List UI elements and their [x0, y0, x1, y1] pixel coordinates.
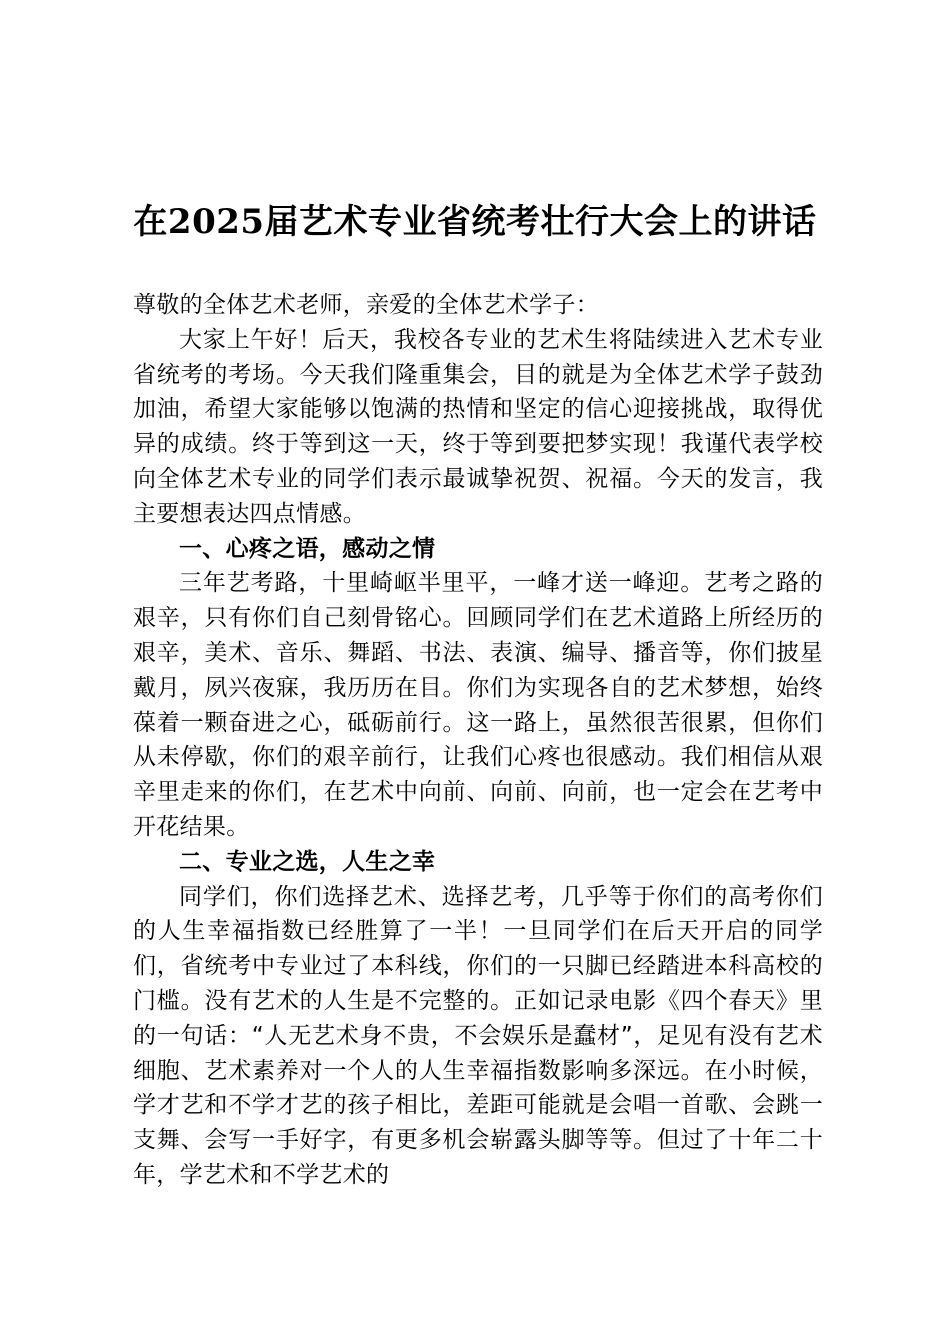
section-heading-2: 二、专业之选，人生之幸	[179, 848, 436, 875]
salutation: 尊敬的全体艺术老师，亲爱的全体艺术学子：	[133, 292, 599, 318]
paragraph-opening: 大家上午好！后天，我校各专业的艺术生将陆续进入艺术专业省统考的考场。今天我们隆重集会，目的就是为全体艺术学子鼓劲加油，希望大家能够以饱满的热情和坚定的信心迎接挑战，取得优异的成绩。终于等到这一天，终于等到要把梦实现！我谨代表学校向全体艺术专业的同学们表示最诚挚祝贺、祝福。今天的发言，我主要想表达四点情感。	[133, 326, 823, 527]
paragraph-section-2: 同学们，你们选择艺术、选择艺考，几乎等于你们的高考你们的人生幸福指数已经胜算了一半！一旦同学们在后天开启的同学们，省统考中专业过了本科线，你们的一只脚已经踏进本科高校的门槛。没有艺术的人生是不完整的。正如记录电影《四个春天》里的一句话：“人无艺术身不贵，不会娱乐是蠢材”，足见有没有艺术细胞、艺术素养对一个人的人生幸福指数影响多深远。在小时候，学才艺和不学才艺的孩子相比，差距可能就是会唱一首歌、会跳一支舞、会写一手好字，有更多机会崭露头脚等等。但过了十年二十年，学艺术和不学艺术的	[133, 883, 823, 1188]
paragraph-section-1: 三年艺考路，十里崎岖半里平，一峰才送一峰迎。艺考之路的艰辛，只有你们自己刻骨铭心。回顾同学们在艺术道路上所经历的艰辛，美术、音乐、舞蹈、书法、表演、编导、播音等，你们披星戴月，夙兴夜寐，我历历在目。你们为实现各自的艺术梦想，始终葆着一颗奋进之心，砥砺前行。这一路上，虽然很苦很累，但你们从未停歇，你们的艰辛前行，让我们心疼也很感动。我们相信从艰辛里走来的你们，在艺术中向前、向前、向前，也一定会在艺考中开花结果。	[133, 570, 823, 840]
section-heading-1: 一、心疼之语，感动之情	[179, 535, 436, 562]
document-title: 在2025届艺术专业省统考壮行大会上的讲话	[133, 202, 817, 242]
document-body	[133, 288, 823, 1193]
